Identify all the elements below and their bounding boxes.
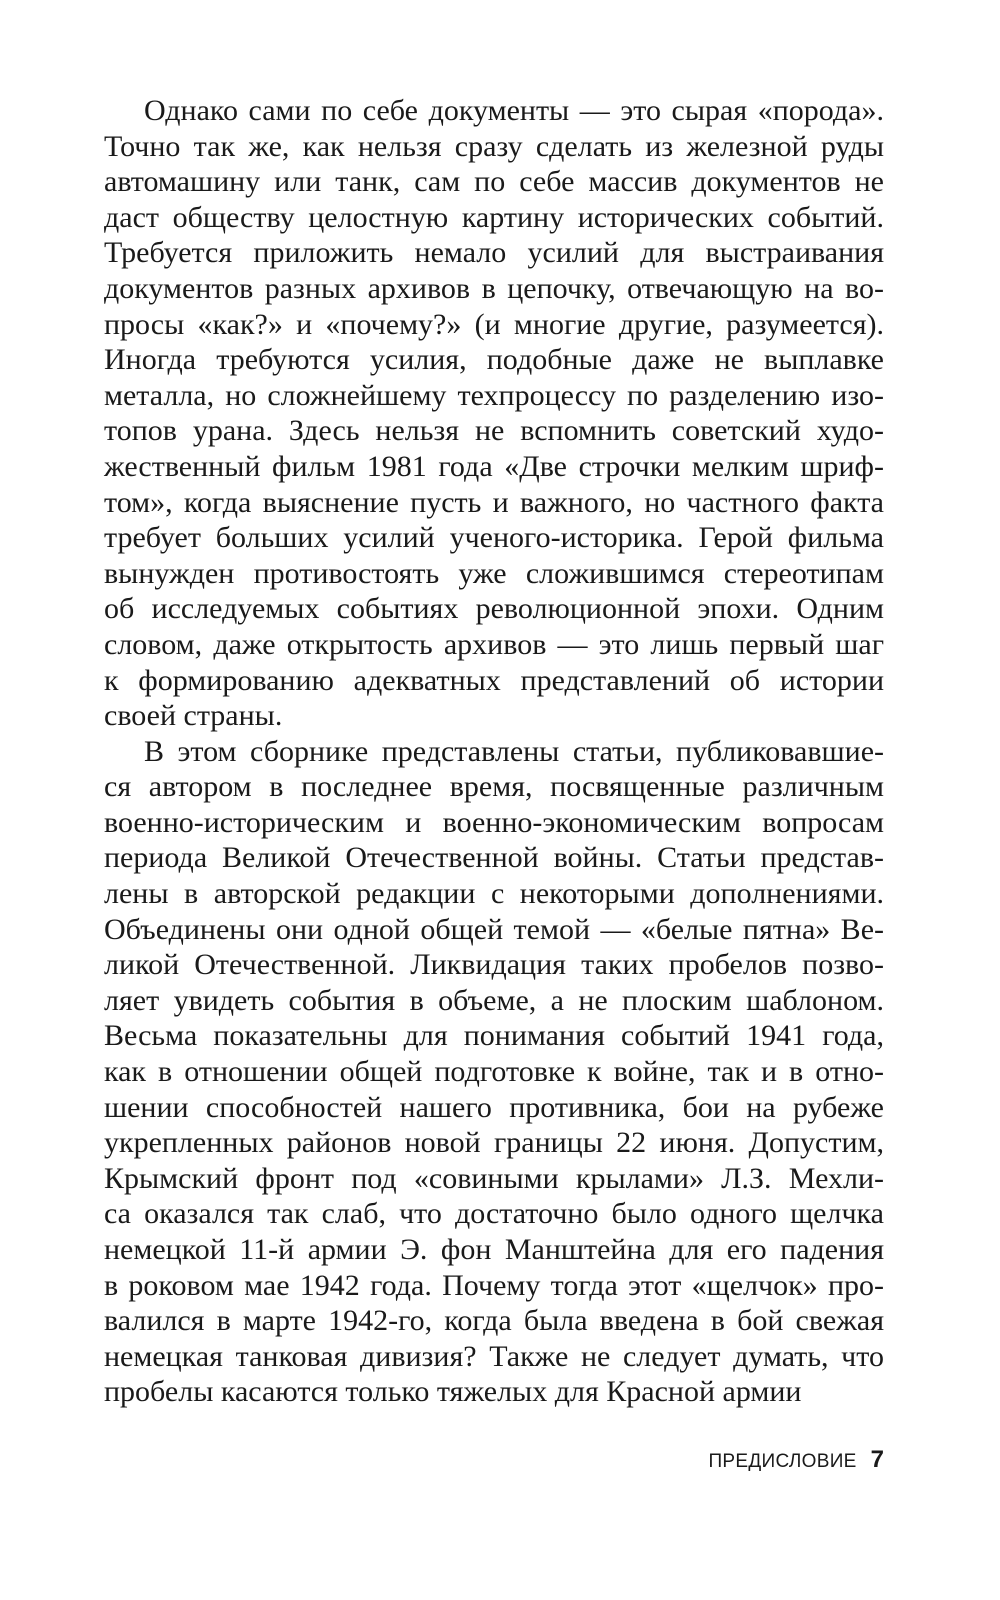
- text-line: периода Великой Отечественной войны. Статьи представ-: [104, 841, 884, 875]
- text-line: Крымский фронт под «совиными крылами» Л.З. Мехли-: [104, 1161, 884, 1195]
- text-line: просы «как?» и «почему?» (и многие другие, разумеется).: [104, 307, 884, 341]
- text-line: немецкая танковая дивизия? Также не следует думать, что: [104, 1339, 884, 1373]
- text-line: автомашину или танк, сам по себе массив документов не: [104, 165, 884, 199]
- text-line: шении способностей нашего противника, бои на рубеже: [104, 1090, 884, 1124]
- text-line: валился в марте 1942-го, когда была введена в бой свежая: [104, 1304, 884, 1338]
- footer-section-title: ПРЕДИСЛОВИЕ: [708, 1451, 857, 1472]
- paragraph: [104, 93, 884, 734]
- text-line: Точно так же, как нельзя сразу сделать из железной руды: [104, 129, 884, 163]
- text-line: В этом сборнике представлены статьи, публиковавшие-: [144, 734, 884, 768]
- page-number: 7: [870, 1446, 884, 1473]
- text-line: требует больших усилий ученого-историка. Герой фильма: [104, 521, 884, 555]
- text-line: даст обществу целостную картину исторических событий.: [104, 200, 884, 234]
- text-line: ликой Отечественной. Ликвидация таких пробелов позво-: [104, 948, 884, 982]
- paragraph: [104, 734, 884, 1410]
- text-line: в роковом мае 1942 года. Почему тогда этот «щелчок» про-: [104, 1268, 884, 1302]
- text-line: лены в авторской редакции с некоторыми дополнениями.: [104, 877, 884, 911]
- text-line: своей страны.: [104, 699, 283, 733]
- running-footer: [104, 1446, 884, 1476]
- text-line: металла, но сложнейшему техпроцессу по разделению изо-: [104, 378, 884, 412]
- body-text: [104, 93, 884, 1410]
- text-line: том», когда выяснение пусть и важного, но частного факта: [104, 485, 884, 519]
- text-line: военно-историческим и военно-экономическим вопросам: [104, 805, 884, 839]
- text-line: са оказался так слаб, что достаточно было одного щелчка: [104, 1197, 884, 1231]
- text-line: ляет увидеть события в объеме, а не плоским шаблоном.: [104, 983, 884, 1017]
- text-line: укрепленных районов новой границы 22 июня. Допустим,: [104, 1126, 884, 1160]
- text-line: к формированию адекватных представлений об истории: [104, 663, 884, 697]
- text-line: словом, даже открытость архивов — это лишь первый шаг: [104, 627, 884, 661]
- text-line: немецкой 11-й армии Э. фон Манштейна для его падения: [104, 1233, 884, 1266]
- text-line: топов урана. Здесь нельзя не вспомнить советский худо-: [104, 414, 884, 448]
- text-line: вынужден противостоять уже сложившимся стереотипам: [104, 556, 884, 590]
- text-line: ся автором в последнее время, посвященные различным: [104, 770, 884, 804]
- text-line: документов разных архивов в цепочку, отвечающую на во-: [104, 271, 884, 305]
- text-line: жественный фильм 1981 года «Две строчки мелким шриф-: [104, 449, 884, 483]
- text-line: пробелы касаются только тяжелых для Красной армии: [104, 1375, 802, 1409]
- text-line: Требуется приложить немало усилий для выстраивания: [104, 236, 884, 270]
- text-line: Объединены они одной общей темой — «белые пятна» Ве-: [104, 912, 884, 946]
- text-line: об исследуемых событиях революционной эпохи. Одним: [104, 592, 884, 626]
- text-line: Иногда требуются усилия, подобные даже не выплавке: [104, 343, 884, 377]
- text-line: как в отношении общей подготовке к войне, так и в отно-: [104, 1055, 884, 1089]
- text-line: Однако сами по себе документы — это сырая «порода».: [144, 94, 884, 127]
- text-line: Весьма показательны для понимания событий 1941 года,: [104, 1019, 884, 1053]
